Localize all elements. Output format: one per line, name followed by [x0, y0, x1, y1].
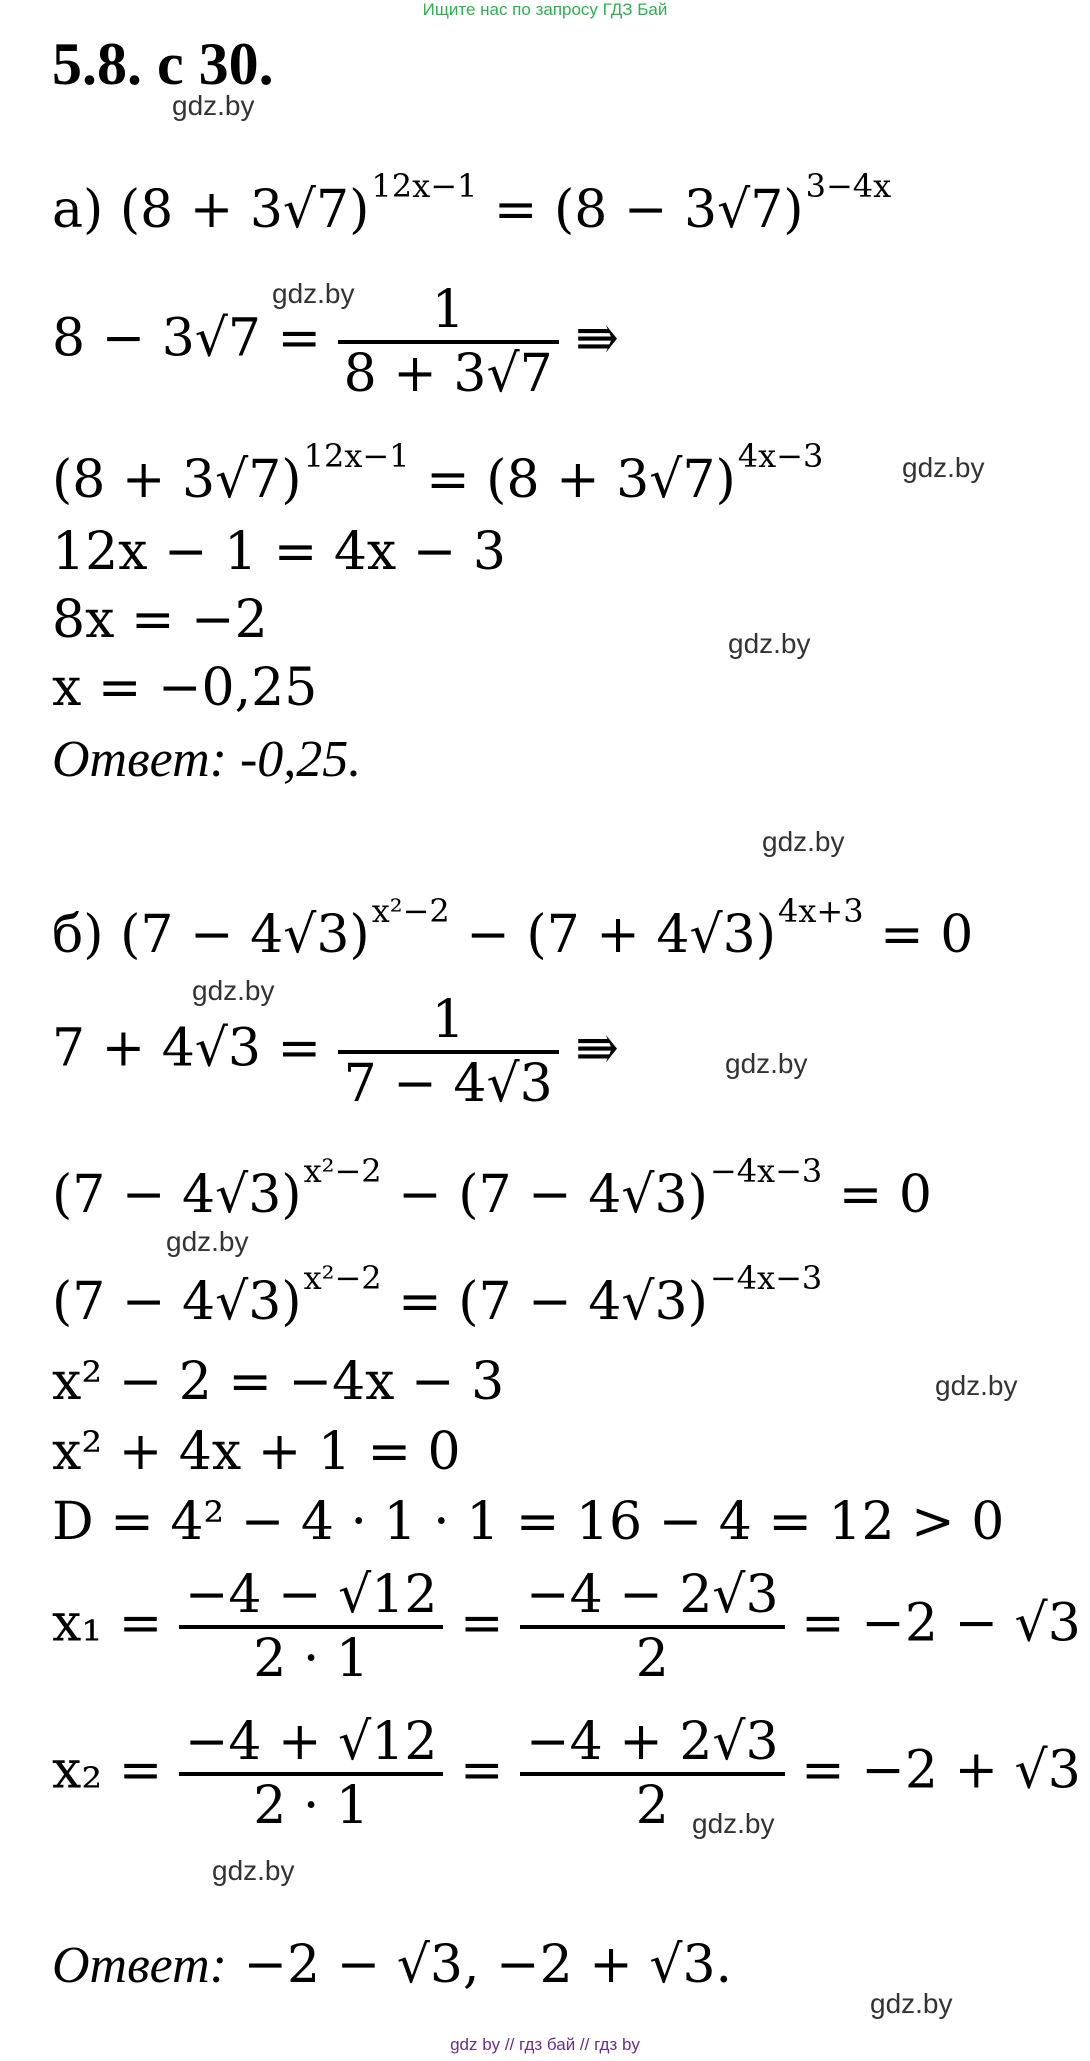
fraction: $\frac{-4 - √12}{2 \cdot 1}$ [179, 1565, 444, 1689]
watermark: gdz.by [272, 278, 355, 309]
part-b-line-1: б) $(7 - 4√3)^{x^2-2} - (7 + 4√3)^{4x+3} = 0$ [52, 892, 974, 965]
fraction: $\frac{1}{8 + 3√7}$ [338, 280, 559, 404]
fraction: $\frac{1}{7 - 4√3}$ [338, 990, 559, 1114]
watermark: gdz.by [728, 628, 811, 659]
watermark: gdz.by [870, 1988, 953, 2019]
watermark: gdz.by [166, 1226, 249, 1257]
watermark: gdz.by [725, 1048, 808, 1079]
watermark: gdz.by [902, 452, 985, 483]
part-b-line-5: x² − 2 = −4x − 3 [52, 1352, 505, 1412]
part-b-root-2: x₂ = $\frac{-4 + √12}{2 \cdot 1}$ = $\frac{-4 + 2√3}{2}$ = −2 + √3 [52, 1712, 1081, 1836]
watermark: gdz.by [192, 975, 275, 1006]
part-a-line-1: а) $(8 + 3√7)^{12x-1} = (8 - 3√7)^{3-4x}$ [52, 167, 892, 240]
implies-arrow: ⇛ [575, 1018, 619, 1079]
part-b-line-4: $(7 - 4√3)^{x^2-2} = (7 - 4√3)^{-4x-3}$ [52, 1259, 823, 1332]
part-b-line-2: 7 + 4√3 = $\frac{1}{7 - 4√3}$ ⇛ [52, 990, 619, 1114]
exercise-title: 5.8. с 30. [52, 31, 274, 97]
watermark: gdz.by [762, 826, 845, 857]
part-b-root-1: x₁ = $\frac{-4 - √12}{2 \cdot 1}$ = $\frac{-4 - 2√3}{2}$ = −2 − √3 [52, 1565, 1081, 1689]
watermark: gdz.by [212, 1855, 295, 1886]
watermark: gdz.by [935, 1370, 1018, 1401]
part-a-line-2: 8 − 3√7 = $\frac{1}{8 + 3√7}$ ⇛ [52, 280, 619, 404]
implies-arrow: ⇛ [575, 308, 619, 369]
part-b-discriminant: D = 4² − 4 · 1 · 1 = 16 − 4 = 12 > 0 [52, 1492, 1005, 1552]
watermark: gdz.by [172, 90, 255, 121]
fraction: $\frac{-4 + √12}{2 \cdot 1}$ [179, 1712, 444, 1836]
part-a-label: а) [52, 180, 104, 240]
part-b-answer: Ответ: −2 − √3, −2 + √3. [52, 1935, 733, 1995]
part-b-line-3: $(7 - 4√3)^{x^2-2} - (7 - 4√3)^{-4x-3} = 0$ [52, 1152, 932, 1225]
part-b-line-6: x² + 4x + 1 = 0 [52, 1422, 461, 1482]
part-a-line-6: x = −0,25 [52, 658, 318, 718]
part-a-answer: Ответ: -0,25. [52, 731, 362, 788]
fraction: $\frac{-4 + 2√3}{2}$ [520, 1712, 785, 1836]
watermark: gdz.by [692, 1808, 775, 1839]
top-banner[interactable]: Ищите нас по запросу ГДЗ Бай [422, 0, 668, 19]
footer-links[interactable]: gdz by // гдз бай // гдз by [450, 2035, 640, 2054]
part-a-line-4: 12x − 1 = 4x − 3 [52, 522, 506, 582]
part-a-line-5: 8x = −2 [52, 590, 268, 650]
part-a-line-3: $(8 + 3√7)^{12x-1} = (8 + 3√7)^{4x-3}$ [52, 437, 824, 510]
fraction: $\frac{-4 - 2√3}{2}$ [520, 1565, 785, 1689]
part-b-label: б) [52, 905, 104, 965]
